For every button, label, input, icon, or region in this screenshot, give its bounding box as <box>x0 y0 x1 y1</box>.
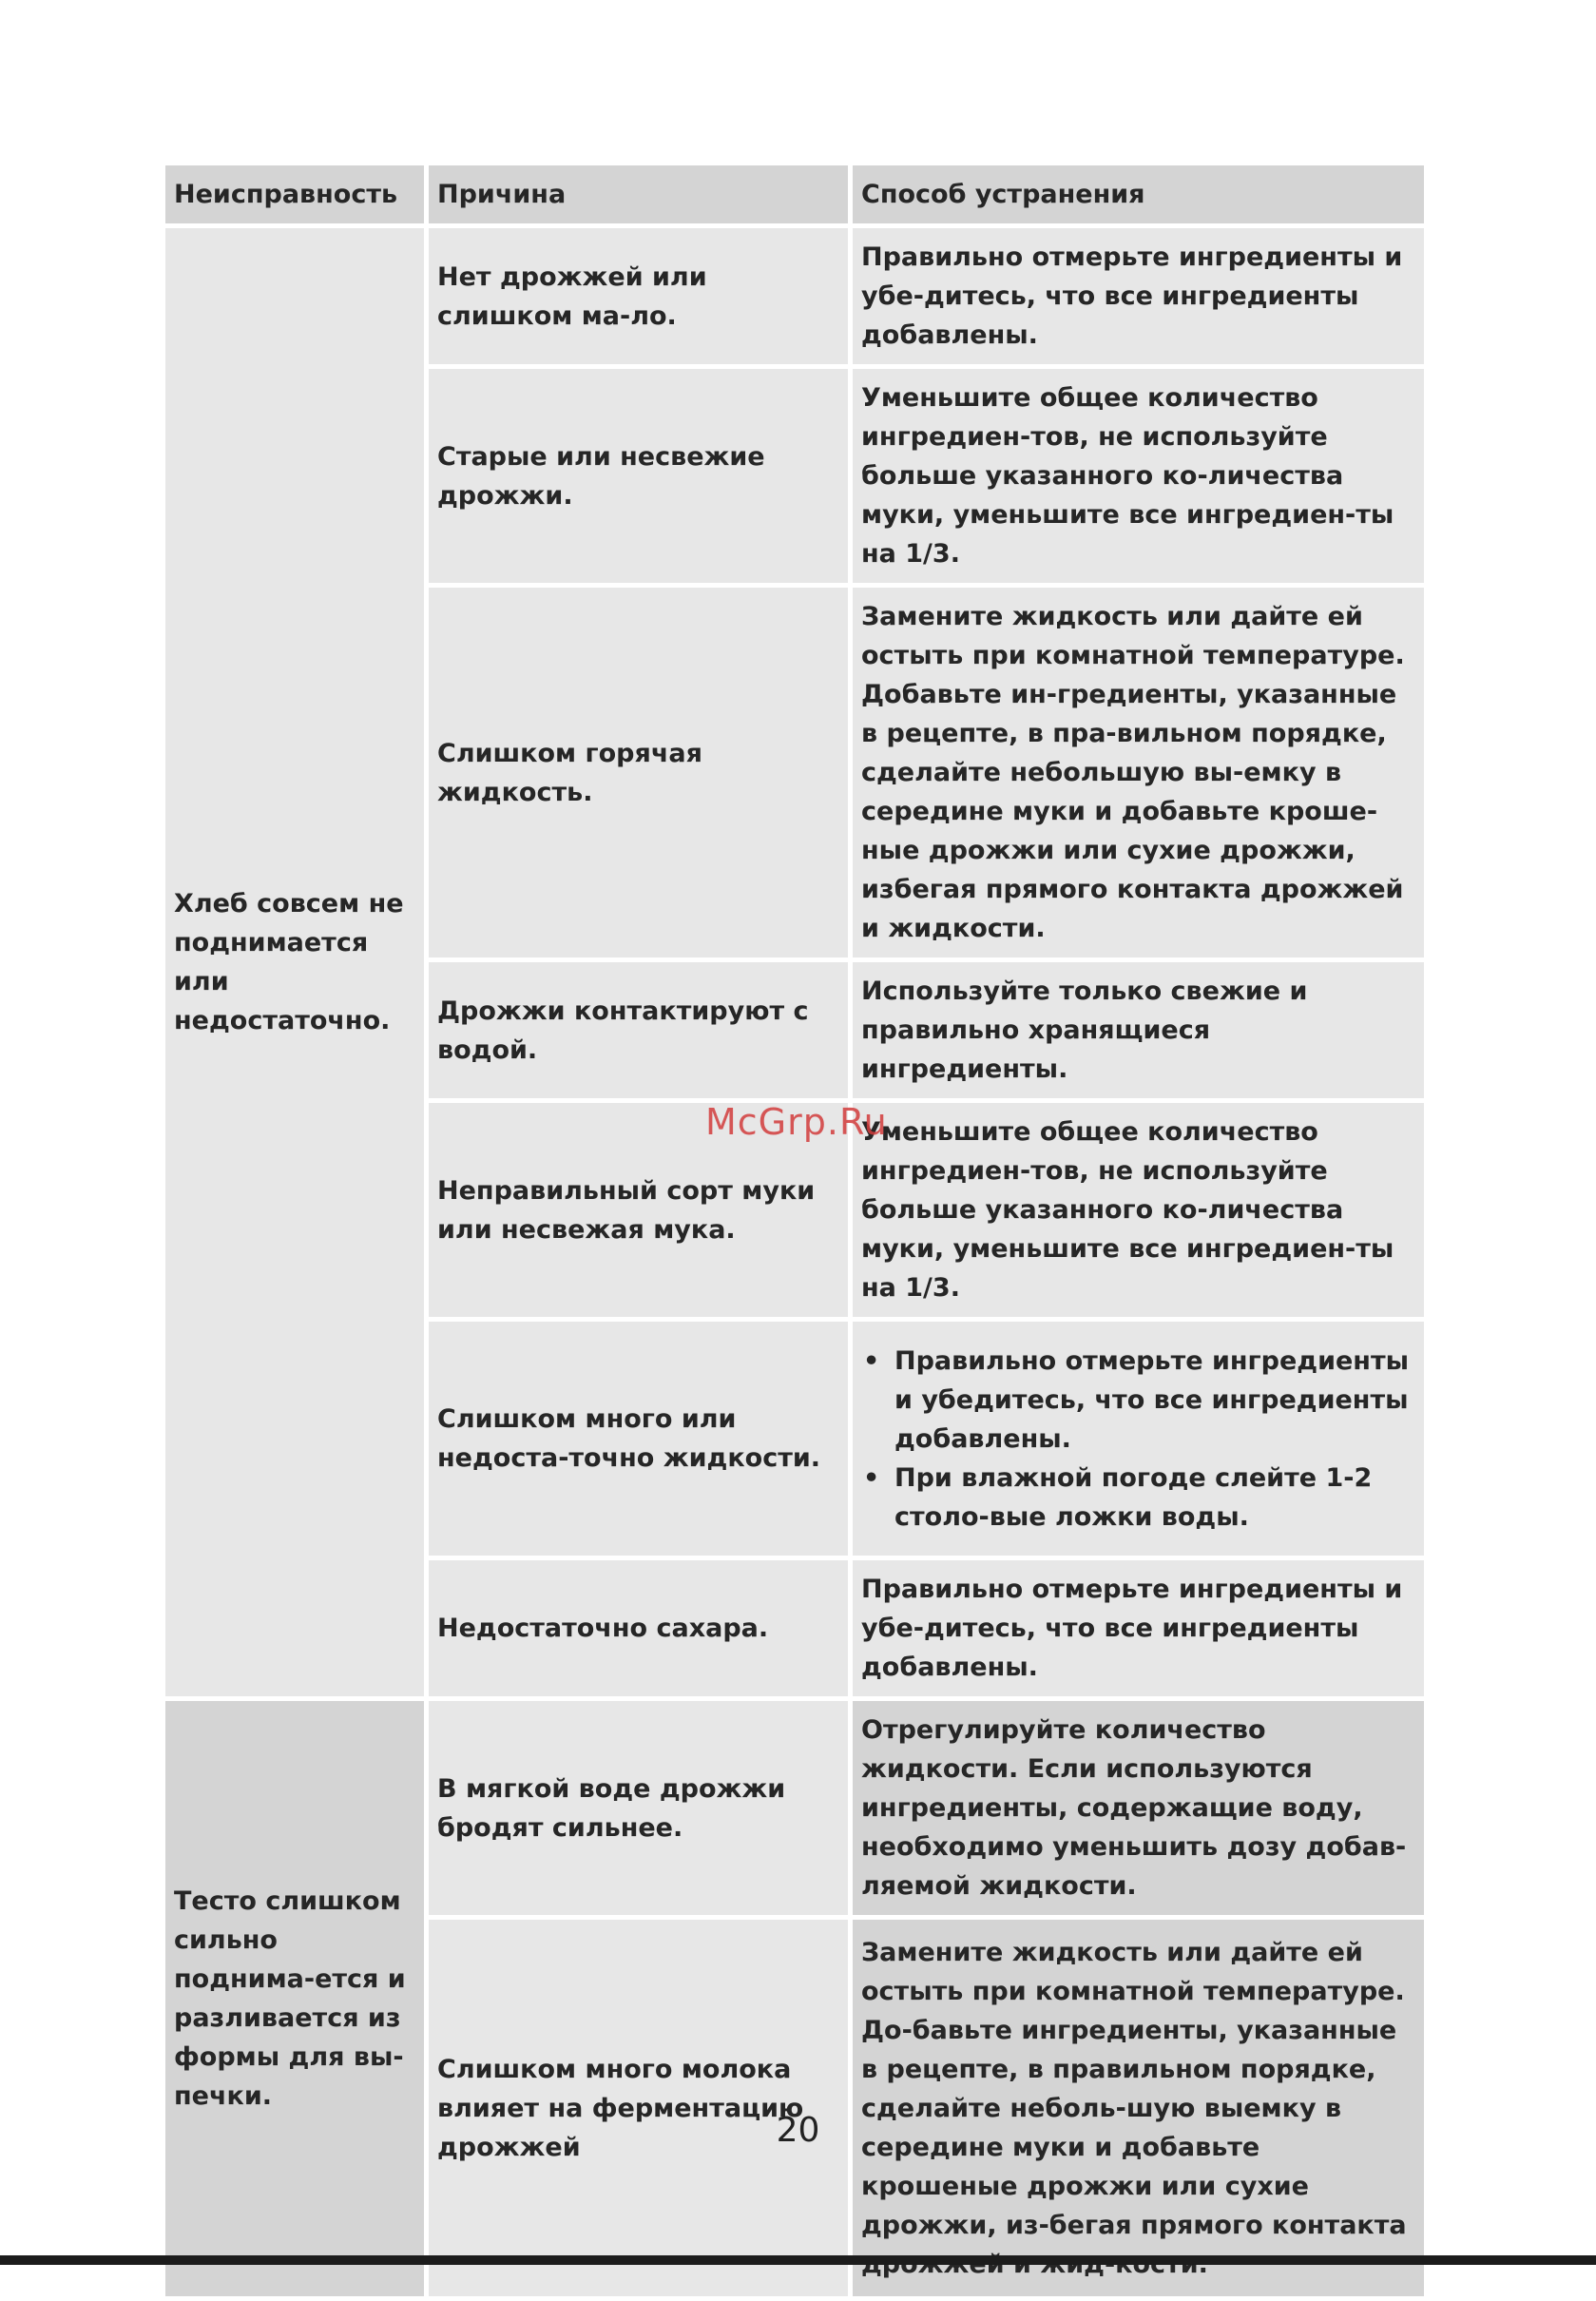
remedy-cell: Используйте только свежие и правильно хранящиеся ингредиенты. <box>853 962 1424 1098</box>
table-row <box>165 1701 1424 1915</box>
remedy-cell: Уменьшите общее количество ингредиен-тов, не используйте больше указанного ко-личества муки, уменьшите все ингредиен-ты на 1/3. <box>853 1103 1424 1317</box>
remedy-cell: Отрегулируйте количество жидкости. Если используются ингредиенты, содержащие воду, необходимо уменьшить дозу добав-ляемой жидкости. <box>853 1701 1424 1915</box>
remedy-cell: Уменьшите общее количество ингредиен-тов, не используйте больше указанного ко-личества муки, уменьшите все ингредиен-ты на 1/3. <box>853 369 1424 583</box>
cause-cell: В мягкой воде дрожжи бродят сильнее. <box>429 1701 848 1915</box>
cause-cell: Слишком много молока влияет на ферментацию дрожжей <box>429 1920 848 2296</box>
fault-cell: Тесто слишком сильно поднима-ется и разливается из формы для вы-печки. <box>165 1701 424 2296</box>
remedy-cell: Замените жидкость или дайте ей остыть при комнатной температуре. До-бавьте ингредиенты, указанные в рецепте, в правильном порядке, сделайте неболь-шую выемку в середине муки и добавьте крошеные дрожжи или сухие дрожжи, из-бегая прямого контакта <box>853 1920 1424 2296</box>
remedy-bullet-list <box>861 1342 1415 1537</box>
header-remedy: Способ устранения <box>853 165 1424 223</box>
table-row <box>165 228 1424 364</box>
remedy-cell: Замените жидкость или дайте ей остыть при комнатной температуре. Добавьте ин-гредиенты, указанные в рецепте, в пра-вильном порядке, сделайте небольшую вы-емку в середине муки и добавьте кроше-ные дрожжи или сухие дрожжи, избегая прямого контакта дрожжей и жидкости. <box>853 588 1424 957</box>
cause-cell: Нет дрожжей или слишком ма-ло. <box>429 228 848 364</box>
list-item: • При влажной погоде слейте 1-2 столо-вые ложки воды. <box>861 1459 1415 1537</box>
cause-cell: Слишком горячая жидкость. <box>429 588 848 957</box>
cause-cell: Старые или несвежие дрожжи. <box>429 369 848 583</box>
cause-cell: Дрожжи контактируют с водой. <box>429 962 848 1098</box>
table-header-row <box>165 165 1424 223</box>
remedy-cell: Правильно отмерьте ингредиенты и убе-дитесь, что все ингредиенты добавлены. <box>853 1560 1424 1696</box>
bottom-divider <box>0 2255 1596 2265</box>
remedy-cell <box>853 1322 1424 1556</box>
troubleshooting-table <box>161 161 1429 2301</box>
watermark-text: McGrp.Ru <box>705 1101 888 1143</box>
list-item: • Правильно отмерьте ингредиенты и убедитесь, что все ингредиенты добавлены. <box>861 1342 1415 1459</box>
remedy-cell: Правильно отмерьте ингредиенты и убе-дитесь, что все ингредиенты добавлены. <box>853 228 1424 364</box>
cause-cell: Недостаточно сахара. <box>429 1560 848 1696</box>
cause-cell: Неправильный сорт муки или несвежая мука. <box>429 1103 848 1317</box>
page-number: 20 <box>776 2111 820 2150</box>
header-fault: Неисправность <box>165 165 424 223</box>
cause-cell: Слишком много или недоста-точно жидкости. <box>429 1322 848 1556</box>
header-cause: Причина <box>429 165 848 223</box>
fault-cell: Хлеб совсем не поднимается или недостаточно. <box>165 228 424 1696</box>
